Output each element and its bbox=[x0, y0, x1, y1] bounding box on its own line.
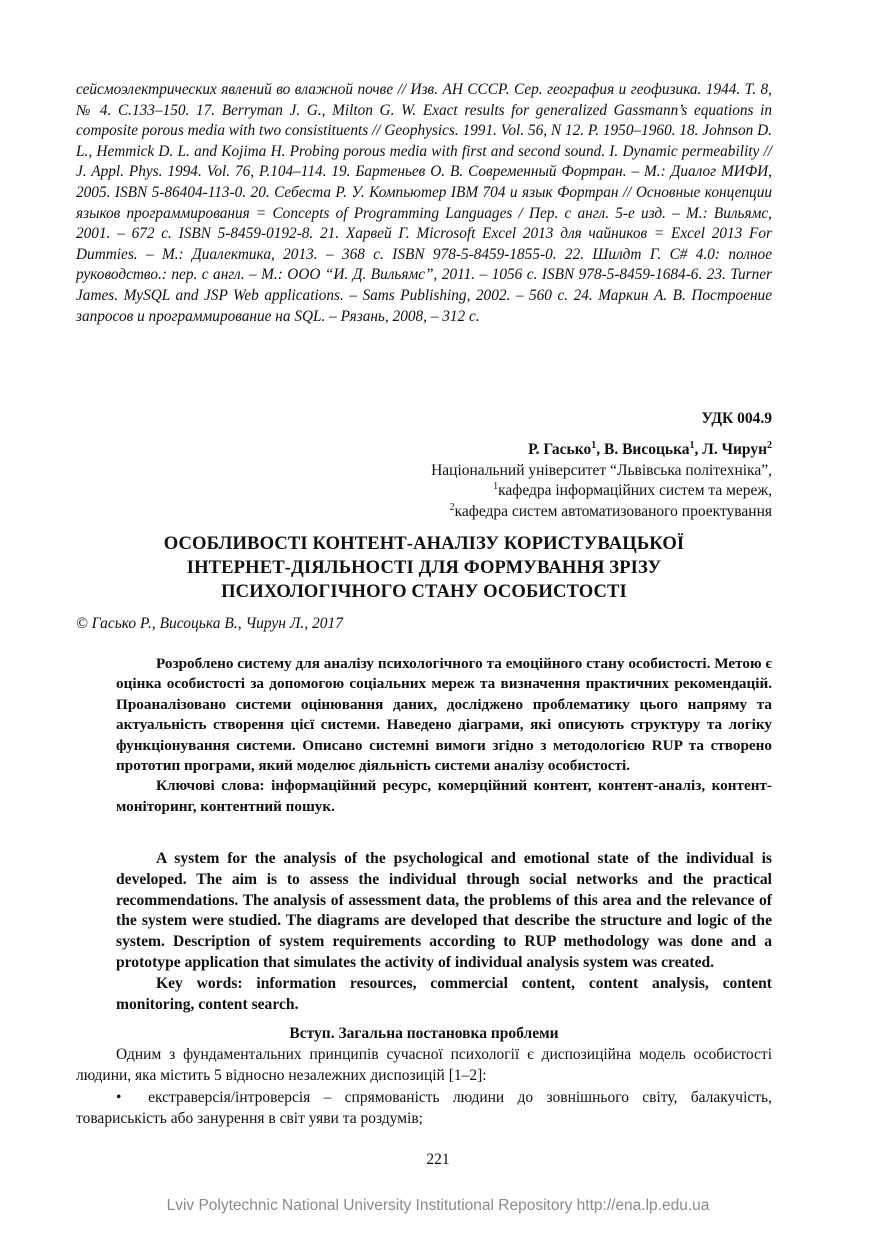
department-1 bbox=[431, 481, 772, 502]
university-name: Національний університет “Львівська політехніка”, bbox=[431, 461, 772, 479]
title-line-1: ОСОБЛИВОСТІ КОНТЕНТ-АНАЛІЗУ КОРИСТУВАЦЬКОЇ bbox=[163, 533, 685, 554]
department-2-marker: 2 bbox=[449, 501, 455, 513]
author-3-affiliation: 2 bbox=[767, 439, 772, 451]
abstract-ukrainian bbox=[116, 654, 772, 817]
section-heading: Вступ. Загальна постановка проблеми bbox=[289, 1025, 559, 1042]
keywords-en: Key words: information resources, commercial content, content analysis, content monitoring, content search. bbox=[116, 974, 772, 1013]
author-1-affiliation: 1 bbox=[591, 439, 597, 451]
author-separator: , bbox=[694, 441, 703, 458]
title-line-2: ІНТЕРНЕТ-ДІЯЛЬНОСТІ ДЛЯ ФОРМУВАННЯ ЗРІЗУ bbox=[186, 557, 662, 578]
body-text bbox=[76, 1045, 772, 1129]
author-2-affiliation: 1 bbox=[689, 439, 695, 451]
abstract-english bbox=[116, 849, 772, 1015]
page-number: 221 bbox=[426, 1151, 450, 1168]
repository-footer: Lviv Polytechnic National University Institutional Repository http://ena.lp.edu.ua bbox=[166, 1197, 710, 1214]
copyright-line: © Гасько Р., Висоцька В., Чирун Л., 2017 bbox=[76, 615, 343, 632]
abstract-en-text: A system for the analysis of the psychological and emotional state of the individual is developed. The aim is to assess the individual through social networks and the practical recommendations. The analysis of assessment data, the problems of this area and the relevance of the system were studied. The diagrams are developed that describe the structure and logic of the system. Description of system requirements according to RUP methodology was done and a prototype application that simulates the activity of individual analysis system was created. bbox=[116, 850, 772, 971]
author-3: Л. Чирун bbox=[702, 441, 767, 458]
abstract-uk-text: Розроблено систему для аналізу психологічного та емоційного стану особистості. Метою є оцінка особистості за допомогою соціальних мереж та визначення практичних рекомендацій. Проаналізовано системи оцінювання даних, досліджено проблематику цього напряму та актуальність створення цієї системи. Наведено діаграми, які описують структуру та логіку функціонування системи. Описано системні вимоги згідно з методологією RUP та створено прототип програми, який моделює діяльність системи аналізу особистості. bbox=[116, 655, 772, 775]
bullet-icon: • bbox=[116, 1089, 122, 1107]
title-line-3: ПСИХОЛОГІЧНОГО СТАНУ ОСОБИСТОСТІ bbox=[221, 581, 627, 602]
list-item bbox=[76, 1088, 772, 1129]
references-continuation: сейсмоэлектрических явлений во влажной почве // Изв. АН СССР. Сер. география и геофизика. 1944. Т. 8, № 4. С.133–150. 17. Berryman J. G., Milton G. W. Exact results for generalized Gassmann’s equations in composite porous media with two consistituents // Geophysics. 1991. Vol. 56, N 12. P. 1950–1960. 18. Johnson D. L., Hemmick D. L. and Kojima H. Probing porous media with first and second sound. I. Dynamic permeability // J. Appl. Phys. 1994. Vol. 76, P.104–114. 19. Бартеньев О. В. Современный Фортран. – М.: Диалог МИФИ, 2005. ISBN 5-86404-113-0. 20. Себеста Р. У. Компьютер IBM 704 и язык Фортран // Основные концепции языков программирования = Concepts of Programming Languages / Пер. с англ. 5-е изд. – М.: Вильямс, 2001. – 672 с. ISBN 5-8459-0192-8. 21. Харвей Г. Microsoft Excel 2013 для чайников = Excel 2013 For Dummies. – М.: Диалектика, 2013. – 368 с. ISBN 978-5-8459-1855-0. 22. Шилдт Г. C# 4.0: полное руководство.: пер. с англ. – М.: ООО “И. Д. Вильямс”, 2011. – 1056 с. ISBN 978-5-8459-1684-6. 23. Turner James. MySQL and JSP Web applications. – Sams Publishing, 2002. – 560 с. 24. Маркин А. В. Построение запросов и программирование на SQL. – Рязань, 2008, – 312 с. bbox=[76, 81, 772, 325]
intro-paragraph: Одним з фундаментальних принципів сучасної психології є диспозиційна модель особистості людини, яка містить 5 відносно незалежних диспозицій [1–2]: bbox=[76, 1046, 772, 1084]
department-2-name: кафедра систем автоматизованого проектування bbox=[454, 502, 772, 520]
paper-title bbox=[76, 532, 772, 604]
list-item-text: екстраверсія/інтроверсія – спрямованість людини до зовнішнього світу, балакучість, товариськість або занурення в світ уяви та роздумів; bbox=[76, 1089, 773, 1127]
author-2: В. Висоцька bbox=[603, 441, 690, 458]
author-block bbox=[431, 440, 772, 522]
department-1-marker: 1 bbox=[493, 480, 499, 492]
author-names bbox=[431, 440, 772, 461]
udk-code: УДК 004.9 bbox=[701, 410, 772, 427]
author-separator: , bbox=[596, 441, 604, 458]
department-1-name: кафедра інформаційних систем та мереж, bbox=[498, 482, 772, 499]
author-1: Р. Гасько bbox=[528, 441, 592, 458]
keywords-uk: Ключові слова: інформаційний ресурс, комерційний контент, контент-аналіз, контент-моніторинг, контентний пошук. bbox=[116, 777, 772, 815]
department-2 bbox=[431, 502, 772, 523]
